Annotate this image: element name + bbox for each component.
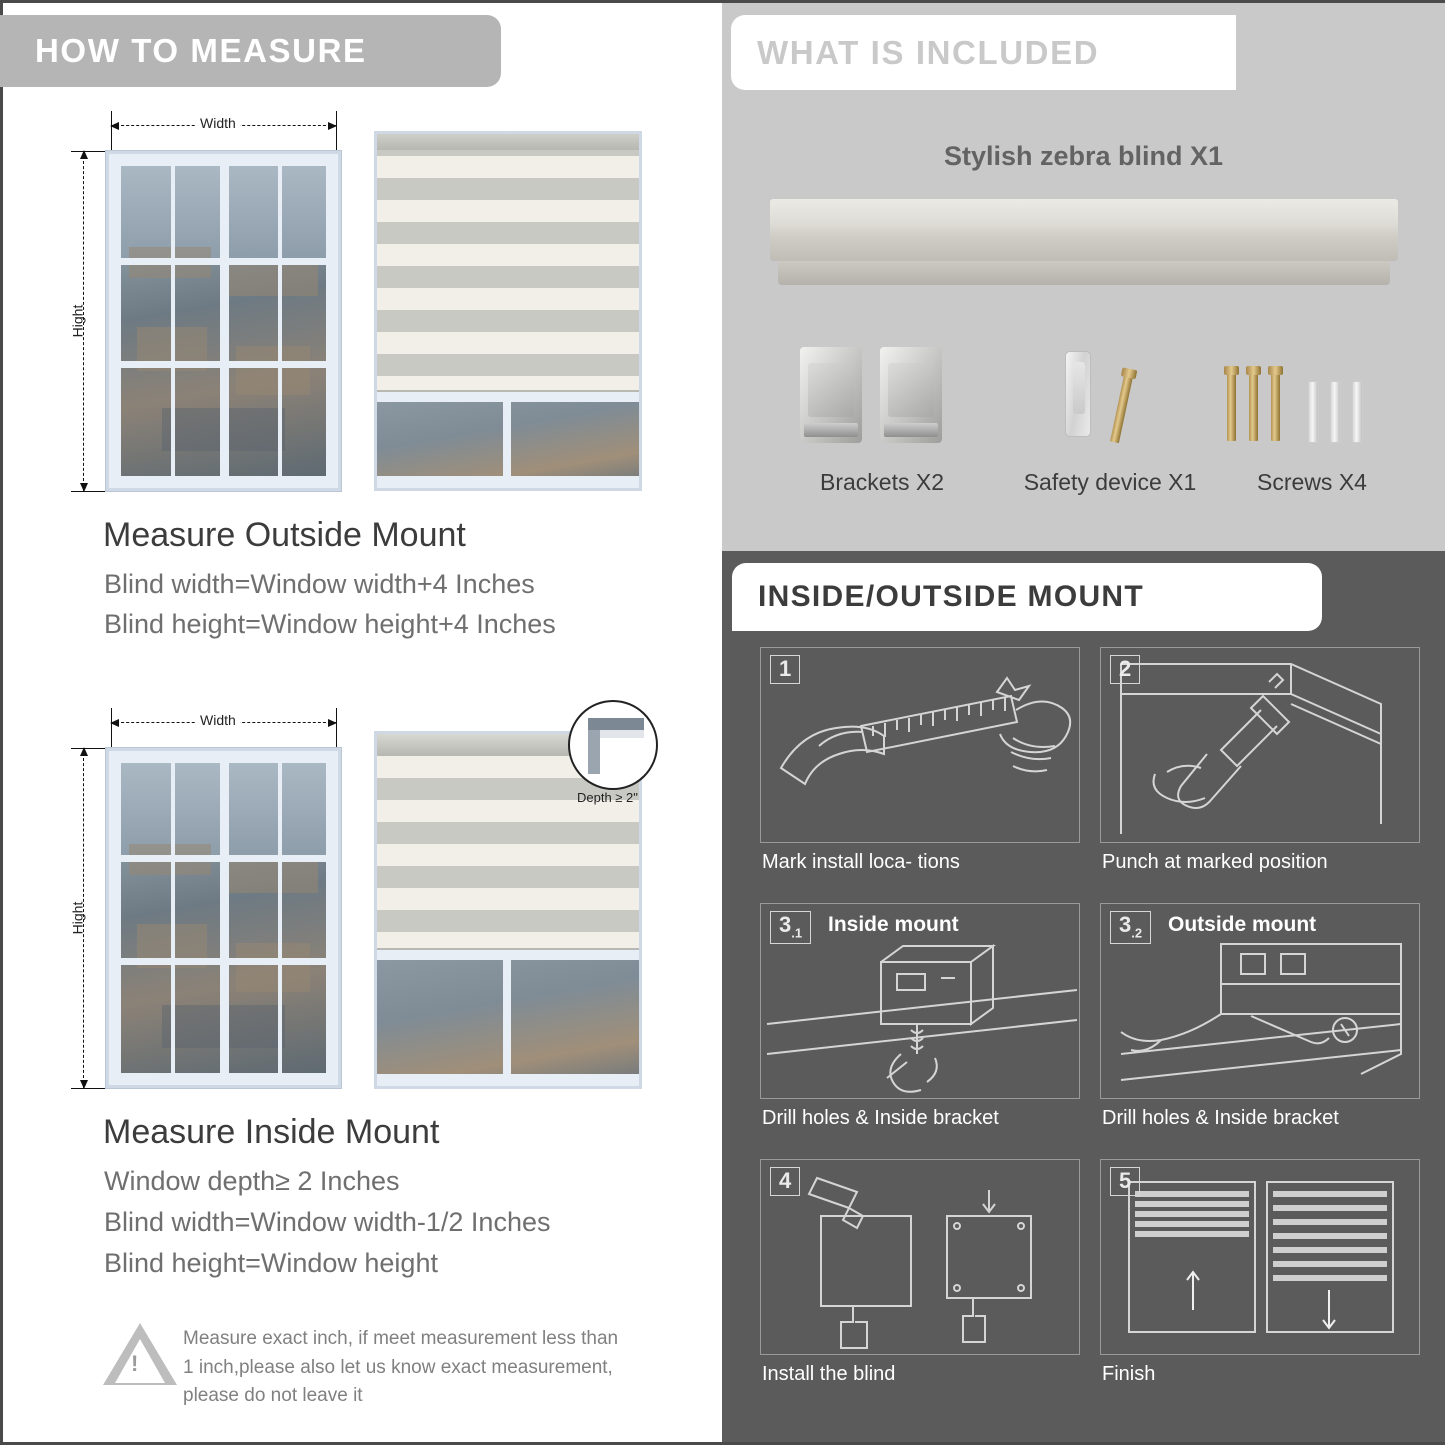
outside-mount-line-1: Blind width=Window width+4 Inches — [104, 569, 535, 599]
step-4 — [760, 1159, 1080, 1355]
step-3-2-inline-label: Outside mount — [1168, 913, 1317, 936]
step-4-number: 4 — [770, 1167, 800, 1196]
inside-width-label: Width — [196, 712, 240, 728]
outside-width-tick-left — [111, 111, 112, 151]
step-2-caption: Punch at marked position — [1102, 851, 1328, 873]
inside-outside-mount-panel — [722, 551, 1445, 1442]
mullion-thin-3 — [171, 763, 175, 1073]
step-3-1-number: $3_{.1}$ — [770, 911, 811, 944]
outside-width-label: Width — [196, 115, 240, 131]
safety-device-label: Safety device X1 — [1023, 469, 1197, 495]
warning-exclamation-icon: ! — [131, 1351, 139, 1376]
inside-mount-line-1: Window depth≥ 2 Inches — [104, 1166, 400, 1196]
mullion-h2-2 — [121, 958, 326, 965]
zebra-blind-headrail-bottom — [778, 261, 1390, 285]
mullion-h2 — [121, 361, 326, 368]
zebra-blind-headrail-image — [770, 199, 1398, 261]
what-is-included-header — [731, 15, 1236, 90]
step-3-2-caption: Drill holes & Inside bracket — [1102, 1107, 1339, 1129]
outside-height-tick-bottom — [71, 491, 121, 492]
included-main-item-label: Stylish zebra blind X1 — [943, 141, 1224, 171]
step-4-caption: Install the blind — [762, 1363, 896, 1385]
brackets-label: Brackets X2 — [820, 469, 944, 495]
inside-height-label: Hight — [69, 901, 86, 935]
step-3-1 — [760, 903, 1080, 1099]
warning-text: Measure exact inch, if meet measurement less than 1 inch,please also let us know exact measurement, please do not leave it — [183, 1328, 619, 1406]
screw-icon-3 — [1271, 373, 1280, 441]
step-1-caption: Mark install loca- tions — [762, 851, 960, 873]
step-5 — [1100, 1159, 1420, 1355]
inside-outside-mount-title: INSIDE/OUTSIDE MOUNT — [758, 580, 1145, 613]
mullion-vertical — [220, 166, 229, 476]
step-2-number: 2 — [1110, 655, 1140, 684]
step-2-image — [1100, 647, 1420, 843]
blind-headrail — [374, 131, 642, 150]
step-1-number: 1 — [770, 655, 800, 684]
how-to-measure-panel — [3, 3, 717, 1442]
outside-mount-line-2: Blind height=Window height+4 Inches — [104, 609, 556, 639]
wall-anchor-icon-2 — [1330, 381, 1341, 443]
mullion-thin-1 — [171, 166, 175, 476]
step-2 — [1100, 647, 1420, 843]
step-3-1-caption: Drill holes & Inside bracket — [762, 1107, 999, 1129]
what-is-included-title: WHAT IS INCLUDED — [757, 33, 1100, 71]
outside-mount-title: Measure Outside Mount — [103, 516, 466, 554]
step-5-number: 5 — [1110, 1167, 1140, 1196]
outside-width-tick-right — [336, 111, 337, 151]
step-4-image — [760, 1159, 1080, 1355]
inside-outside-mount-header — [732, 563, 1322, 631]
depth-callout-circle — [568, 700, 658, 790]
step-1-image — [760, 647, 1080, 843]
measure-warning — [103, 1323, 663, 1423]
blind-outside-mount-graphic — [374, 131, 642, 491]
warning-triangle-icon — [103, 1323, 177, 1385]
safety-device-icon — [1065, 351, 1091, 437]
screw-icon-2 — [1249, 373, 1258, 441]
wall-anchor-icon-1 — [1308, 381, 1319, 443]
how-to-measure-title: HOW TO MEASURE — [35, 32, 367, 69]
inside-mount-title: Measure Inside Mount — [103, 1113, 440, 1151]
mullion-vertical-2 — [220, 763, 229, 1073]
window-graphic-outside — [106, 151, 341, 491]
mullion-h1-2 — [121, 855, 326, 862]
mullion-thin-2 — [278, 166, 282, 476]
inside-width-tick-right — [336, 708, 337, 748]
depth-label: Depth ≥ 2" — [577, 790, 638, 805]
step-3-2 — [1100, 903, 1420, 1099]
bracket-icon-1 — [800, 347, 862, 443]
wall-anchor-icon-3 — [1352, 381, 1363, 443]
inside-mount-line-2: Blind width=Window width-1/2 Inches — [104, 1207, 551, 1237]
screws-label: Screws X4 — [1257, 469, 1367, 495]
window-graphic-inside — [106, 748, 341, 1088]
mullion-thin-4 — [278, 763, 282, 1073]
inside-mount-line-3: Blind height=Window height — [104, 1248, 438, 1278]
inside-height-tick-bottom — [71, 1088, 121, 1089]
what-is-included-panel — [722, 3, 1445, 551]
screw-icon-1 — [1227, 373, 1236, 441]
blind-window-glass — [377, 392, 639, 488]
step-5-caption: Finish — [1102, 1363, 1156, 1385]
blind-window-glass-2 — [377, 950, 639, 1086]
step-5-image — [1100, 1159, 1420, 1355]
step-1 — [760, 647, 1080, 843]
zebra-fabric — [377, 134, 639, 392]
outside-height-label: Hight — [69, 304, 86, 338]
step-3-2-number: $3_{.2}$ — [1110, 911, 1151, 944]
inside-width-tick-left — [111, 708, 112, 748]
step-3-1-inline-label: Inside mount — [828, 913, 959, 936]
mullion-h1 — [121, 258, 326, 265]
how-to-measure-header — [0, 15, 501, 87]
bracket-icon-2 — [880, 347, 942, 443]
safety-screw-icon — [1110, 375, 1133, 443]
